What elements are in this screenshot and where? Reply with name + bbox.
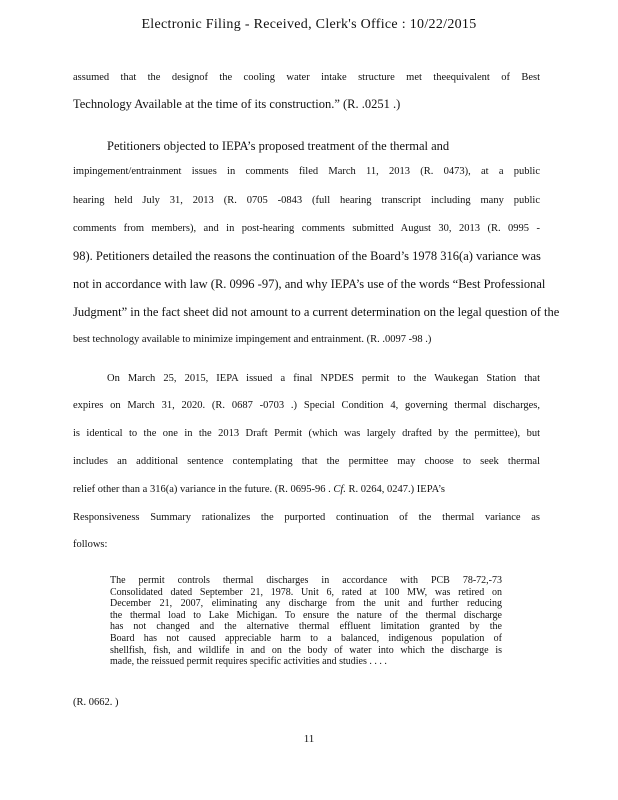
body-line-7: 98). Petitioners detailed the reasons the continuation of the Board’s 1978 316(a) variance was	[73, 249, 541, 263]
body-line-4: impingement/entrainment issues in comments filed March 11, 2013 (R. 0473), at a public	[73, 166, 540, 177]
body-line-14: includes an additional sentence contemplating that the permittee may choose to seek thermal	[73, 456, 540, 467]
body-line-2: Technology Available at the time of its construction.” (R. .0251 .)	[73, 97, 401, 111]
body-line-17: follows:	[73, 539, 108, 550]
filing-stamp-header: Electronic Filing - Received, Clerk's Office : 10/22/2015	[141, 17, 477, 32]
quote-line-4: the thermal load to Lake Michigan. To ensure the nature of the thermal discharge	[110, 609, 502, 621]
quote-line-8: made, the reissued permit requires specific activities and studies . . . .	[110, 656, 387, 668]
cf-signal: Cf.	[333, 484, 346, 495]
body-line-16: Responsiveness Summary rationalizes the purported continuation of the thermal variance as	[73, 512, 540, 523]
body-line-3: Petitioners objected to IEPA’s proposed treatment of the thermal and	[107, 139, 450, 153]
body-line-10: best technology available to minimize impingement and entrainment. (R. .0097 -98 .)	[73, 334, 432, 345]
body-line-9: Judgment” in the fact sheet did not amount to a current determination on the legal question of the	[73, 305, 560, 319]
body-line-1: assumed that the designof the cooling water intake structure met theequivalent of Best	[73, 72, 540, 83]
quote-line-7: shellfish, fish, and wildlife in and on the body of water into which the discharge is	[110, 644, 502, 656]
body-line-13: is identical to the one in the 2013 Draft Permit (which was largely drafted by the permittee), but	[73, 428, 540, 439]
quote-line-3: December 21, 2007, eliminating any discharge from the unit and further reducing	[110, 598, 502, 610]
page-number: 11	[303, 733, 315, 745]
block-quote	[110, 575, 502, 668]
body-line-15-main: relief other than a 316(a) variance in the future. (R. 0695-96 .	[73, 484, 331, 495]
quote-citation: (R. 0662. )	[73, 697, 119, 708]
body-line-8: not in accordance with law (R. 0996 -97), and why IEPA’s use of the words “Best Professional	[73, 277, 546, 291]
body-line-5: hearing held July 31, 2013 (R. 0705 -0843 (full hearing transcript including many public	[73, 195, 540, 206]
quote-line-5: has not changed and the alternative thermal effluent limitation granted by the	[110, 621, 502, 633]
quote-line-6: Board has not caused appreciable harm to a balanced, indigenous population of	[110, 632, 502, 644]
quote-line-1: The permit controls thermal discharges in accordance with PCB 78-72,-73	[110, 575, 502, 586]
quote-line-2: Consolidated dated September 21, 1978. Unit 6, rated at 100 MW, was retired on	[110, 586, 502, 598]
body-line-12: expires on March 31, 2020. (R. 0687 -0703 .) Special Condition 4, governing thermal discharges,	[73, 400, 540, 411]
body-line-15-tail: R. 0264, 0247.) IEPA’s	[348, 484, 445, 495]
body-line-15	[73, 483, 540, 497]
body-line-6: comments from members), and in post-hearing comments submitted August 30, 2013 (R. 0995 -	[73, 223, 540, 234]
body-line-11: On March 25, 2015, IEPA issued a final NPDES permit to the Waukegan Station that	[107, 373, 540, 384]
